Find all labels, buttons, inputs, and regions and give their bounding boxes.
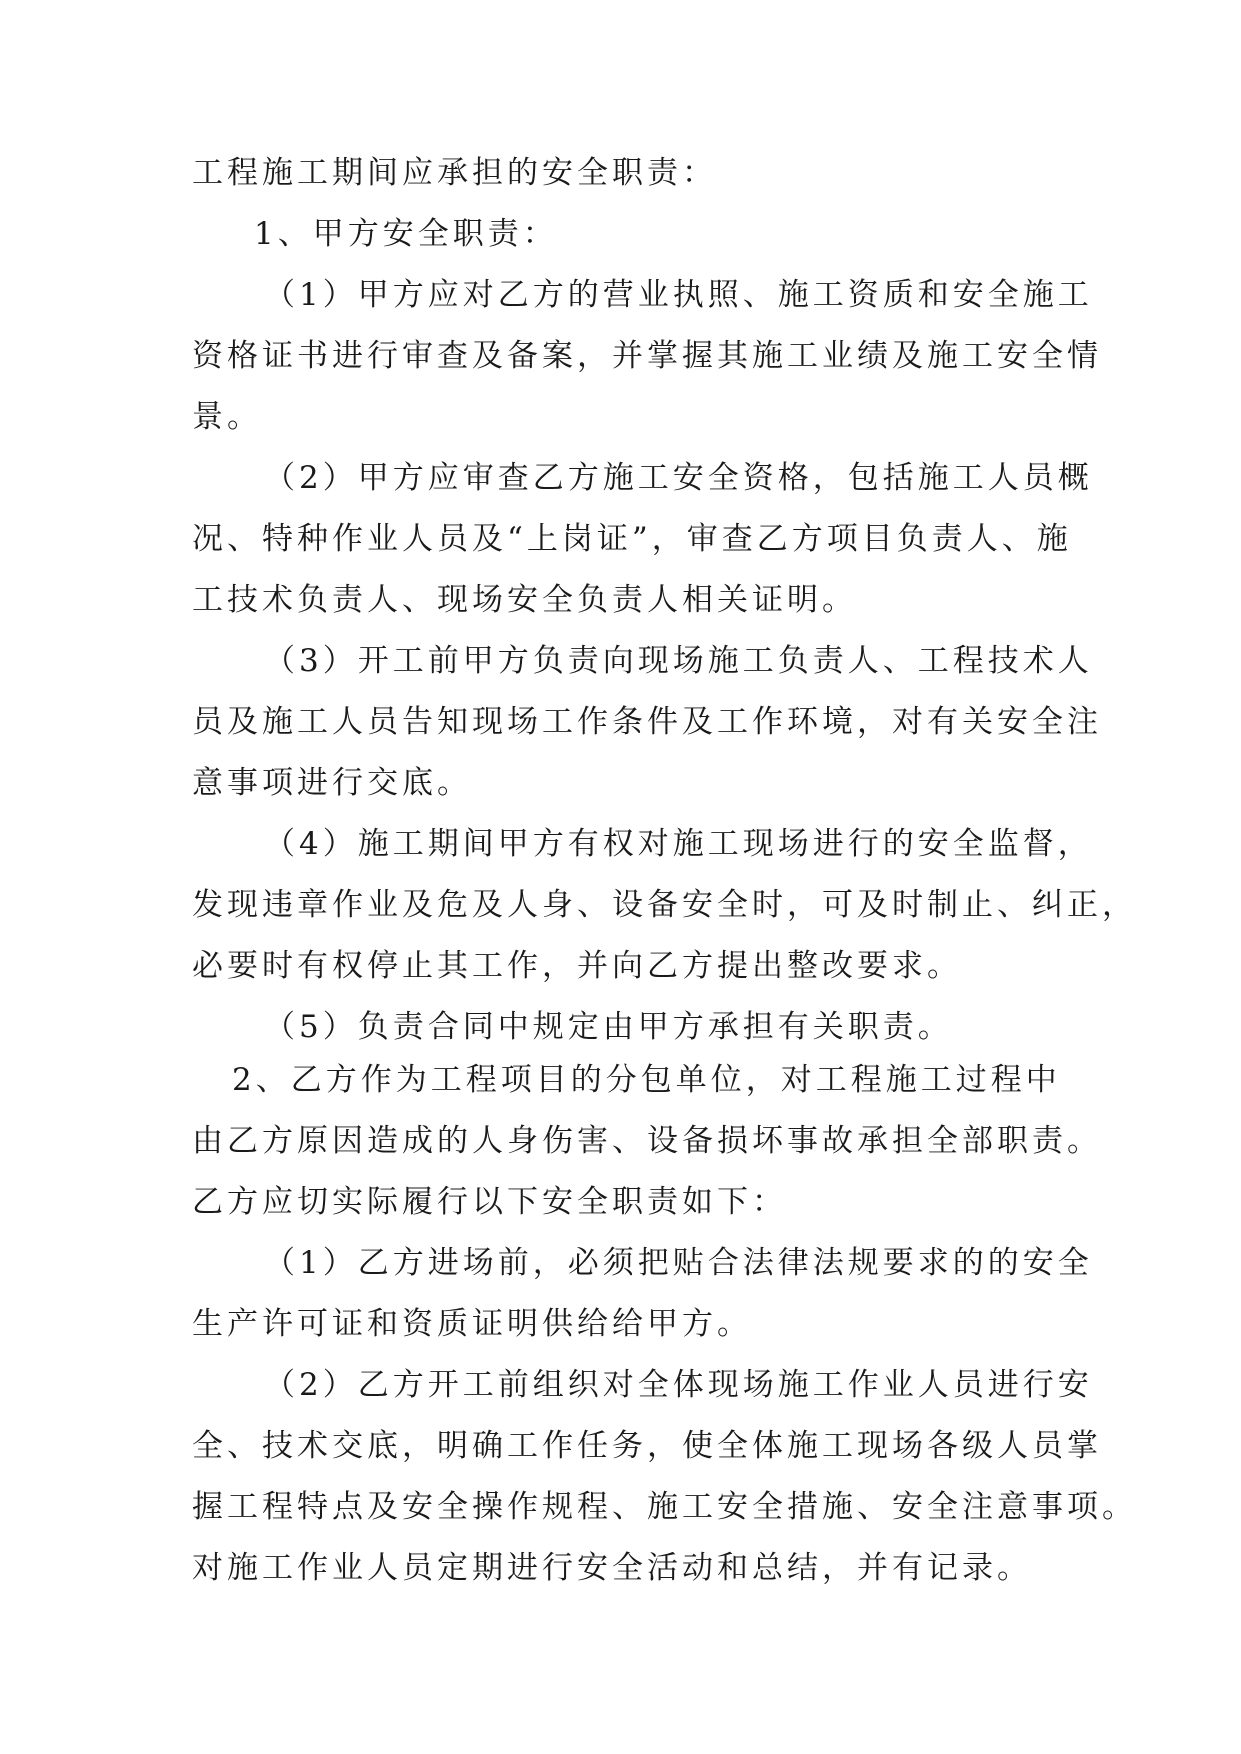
paragraph-line: 工程施工期间应承担的安全职责： xyxy=(192,155,717,191)
paragraph-line: 握工程特点及安全操作规程、施工安全措施、安全注意事项。 xyxy=(192,1489,1137,1525)
paragraph-line: 全、技术交底，明确工作任务，使全体施工现场各级人员掌 xyxy=(192,1428,1102,1464)
paragraph-line: （2）甲方应审查乙方施工安全资格，包括施工人员概 xyxy=(264,460,1093,496)
paragraph-line: （3）开工前甲方负责向现场施工负责人、工程技术人 xyxy=(264,643,1093,679)
paragraph-line: 资格证书进行审查及备案，并掌握其施工业绩及施工安全情 xyxy=(192,338,1102,374)
section-heading-party-b: 2、乙方作为工程项目的分包单位，对工程施工过程中 xyxy=(232,1062,1061,1098)
paragraph-line: （2）乙方开工前组织对全体现场施工作业人员进行安 xyxy=(264,1367,1093,1403)
paragraph-line: 必要时有权停止其工作，并向乙方提出整改要求。 xyxy=(192,948,962,984)
paragraph-line: 况、特种作业人员及“上岗证”，审查乙方项目负责人、施 xyxy=(192,521,1072,557)
section-heading-party-a: 1、甲方安全职责： xyxy=(254,216,558,252)
paragraph-line: （5）负责合同中规定由甲方承担有关职责。 xyxy=(264,1009,953,1045)
paragraph-line: 发现违章作业及危及人身、设备安全时，可及时制止、纠正， xyxy=(192,887,1137,923)
paragraph-line: 乙方应切实际履行以下安全职责如下： xyxy=(192,1184,787,1220)
paragraph-line: 由乙方原因造成的人身伤害、设备损坏事故承担全部职责。 xyxy=(192,1123,1102,1159)
paragraph-line: 景。 xyxy=(192,399,262,435)
paragraph-line: 工技术负责人、现场安全负责人相关证明。 xyxy=(192,582,857,618)
paragraph-line: 员及施工人员告知现场工作条件及工作环境，对有关安全注 xyxy=(192,704,1102,740)
document-body xyxy=(192,155,1137,1611)
paragraph-line: 对施工作业人员定期进行安全活动和总结，并有记录。 xyxy=(192,1550,1032,1586)
paragraph-line: 意事项进行交底。 xyxy=(192,765,472,801)
paragraph-line: （1）甲方应对乙方的营业执照、施工资质和安全施工 xyxy=(264,277,1093,313)
paragraph-line: （1）乙方进场前，必须把贴合法律法规要求的的安全 xyxy=(264,1245,1093,1281)
paragraph-line: （4）施工期间甲方有权对施工现场进行的安全监督， xyxy=(264,826,1093,862)
paragraph-line: 生产许可证和资质证明供给给甲方。 xyxy=(192,1306,752,1342)
